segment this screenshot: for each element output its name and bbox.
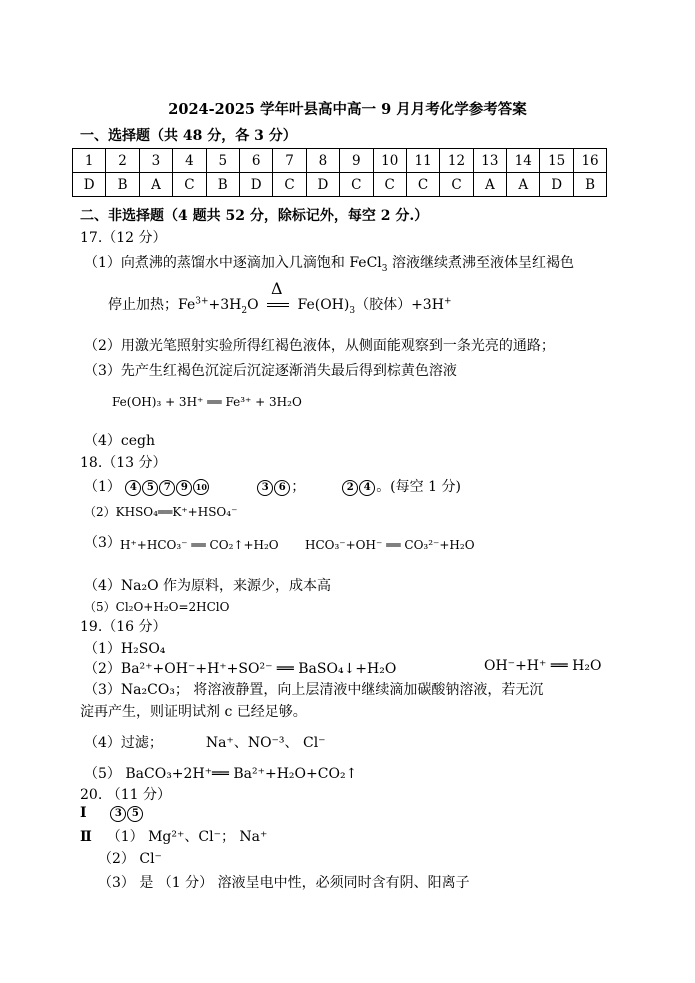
q19-heading: 19.（16 分） (80, 619, 167, 635)
q19-answer-2-equation-2: OH⁻+H⁺ ══ H₂O (484, 658, 602, 674)
question-number-cell: 10 (373, 149, 406, 173)
answer-table (72, 148, 607, 197)
q20-part-ii: Ⅱ （1） Mg²⁺、Cl⁻； Na⁺ (80, 829, 268, 845)
page-title: 2024-2025 学年叶县高中高一 9 月月考化学参考答案 (168, 101, 527, 118)
circled-group-b (257, 479, 291, 495)
q17-answer-4: （4）cegh (84, 433, 156, 449)
q20-part-ii-3: （3） 是 （1 分） 溶液呈电中性，必须同时含有阴、阳离子 (98, 875, 470, 891)
answer-cell: D (540, 173, 573, 197)
circled-number: 5 (127, 806, 143, 822)
section-2-heading: 二、非选择题（4 题共 52 分，除标记外，每空 2 分.） (80, 208, 429, 224)
q18-answer-1: （1） 4 5 7 9 10 3 6 ； 2 4 。(每空 1 分) (84, 479, 461, 495)
q17-answer-3: （3）先产生红褐色沉淀后沉淀逐渐消失最后得到棕黄色溶液 (84, 363, 457, 379)
question-number-cell: 6 (239, 149, 272, 173)
question-number-cell: 5 (206, 149, 239, 173)
answer-cell: C (406, 173, 439, 197)
q19-answer-5: （5） BaCO₃+2H⁺══ Ba²⁺+H₂O+CO₂↑ (84, 766, 358, 782)
answer-cell: A (473, 173, 506, 197)
question-number-cell: 16 (573, 149, 606, 173)
answer-cell: D (306, 173, 339, 197)
q18-heading: 18.（13 分） (80, 455, 167, 471)
circled-number: 5 (142, 480, 158, 496)
q18-answer-4: （4）Na₂O 作为原料，来源少，成本高 (84, 578, 332, 594)
question-number-cell: 8 (306, 149, 339, 173)
question-number-cell: 2 (106, 149, 139, 173)
q17-heading: 17.（12 分） (80, 230, 167, 246)
circled-number: 4 (125, 480, 141, 496)
q17-answer-2: （2）用激光笔照射实验所得红褐色液体，从侧面能观察到一条光亮的通路； (84, 338, 555, 354)
q18-answer-3: （3） (84, 535, 121, 551)
question-number-cell: 4 (173, 149, 206, 173)
answer-cell: B (206, 173, 239, 197)
answer-cell: C (273, 173, 306, 197)
answer-cell: A (507, 173, 540, 197)
answer-cell: C (373, 173, 406, 197)
answer-cell: C (173, 173, 206, 197)
question-number-cell: 11 (406, 149, 439, 173)
q18-answer-2: （2）KHSO₄══K⁺+HSO₄⁻ (84, 505, 238, 519)
q19-answer-4: （4）过滤； Na⁺、NO⁻³、 Cl⁻ (84, 735, 326, 751)
answer-table-number-row (73, 149, 607, 173)
circled-number: 2 (342, 480, 358, 496)
answer-cell: D (239, 173, 272, 197)
answer-cell: B (573, 173, 606, 197)
q17-answer-3-equation: Fe(OH)₃ + 3H⁺ ══ Fe³⁺ + 3H₂O (112, 395, 302, 409)
q18-answer-5: （5）Cl₂O+H₂O=2HClO (84, 600, 230, 614)
answer-cell: C (340, 173, 373, 197)
circled-group-a (125, 479, 210, 495)
answer-cell: C (440, 173, 473, 197)
question-number-cell: 3 (139, 149, 172, 173)
question-number-cell: 14 (507, 149, 540, 173)
circled-number: 10 (193, 479, 209, 495)
q20-heading: 20. （11 分） (80, 787, 171, 803)
section-1-heading: 一、选择题（共 48 分，各 3 分） (80, 128, 297, 144)
delta-icon: Δ (271, 279, 283, 298)
q20-part-i: Ⅰ 3 5 (80, 805, 144, 822)
q19-answer-1: （1）H₂SO₄ (84, 641, 166, 657)
q18-answer-3-equation-1: H⁺+HCO₃⁻ ══ CO₂↑+H₂O (120, 538, 279, 552)
q19-answer-3-line-1: （3）Na₂CO₃； 将溶液静置，向上层清液中继续滴加碳酸钠溶液，若无沉 (84, 682, 544, 698)
q17-answer-1-equation: 停止加热；$Fe^{3+}+3H_2O$ Δ $Fe(OH)_3$（胶体）+3H+ (108, 279, 452, 316)
q19-answer-2-equation-1: （2）Ba²⁺+OH⁻+H⁺+SO²⁻ ══ BaSO₄↓+H₂O (84, 661, 397, 677)
q19-answer-3-line-2: 淀再产生，则证明试剂 c 已经足够。 (80, 704, 307, 720)
circled-group-i (110, 805, 144, 821)
answer-table-answer-row (73, 173, 607, 197)
circled-number: 4 (359, 480, 375, 496)
heating-arrow (263, 279, 293, 313)
circled-number: 7 (159, 480, 175, 496)
question-number-cell: 7 (273, 149, 306, 173)
q17-answer-1: （1）向煮沸的蒸馏水中逐滴加入几滴饱和 FeCl$_3$ 溶液继续煮沸至液体呈红褐色 (84, 255, 574, 274)
circled-group-c (342, 479, 376, 495)
q20-part-ii-2: （2） Cl⁻ (98, 851, 162, 867)
answer-cell: B (106, 173, 139, 197)
circled-number: 9 (176, 480, 192, 496)
circled-number: 3 (110, 806, 126, 822)
question-number-cell: 12 (440, 149, 473, 173)
circled-number: 6 (274, 480, 290, 496)
q18-answer-3-equation-2: HCO₃⁻+OH⁻ ══ CO₃²⁻+H₂O (305, 538, 475, 552)
answer-cell: A (139, 173, 172, 197)
circled-number: 3 (257, 480, 273, 496)
question-number-cell: 1 (73, 149, 106, 173)
question-number-cell: 13 (473, 149, 506, 173)
question-number-cell: 9 (340, 149, 373, 173)
question-number-cell: 15 (540, 149, 573, 173)
equals-sign-icon (267, 303, 289, 307)
answer-cell: D (73, 173, 106, 197)
